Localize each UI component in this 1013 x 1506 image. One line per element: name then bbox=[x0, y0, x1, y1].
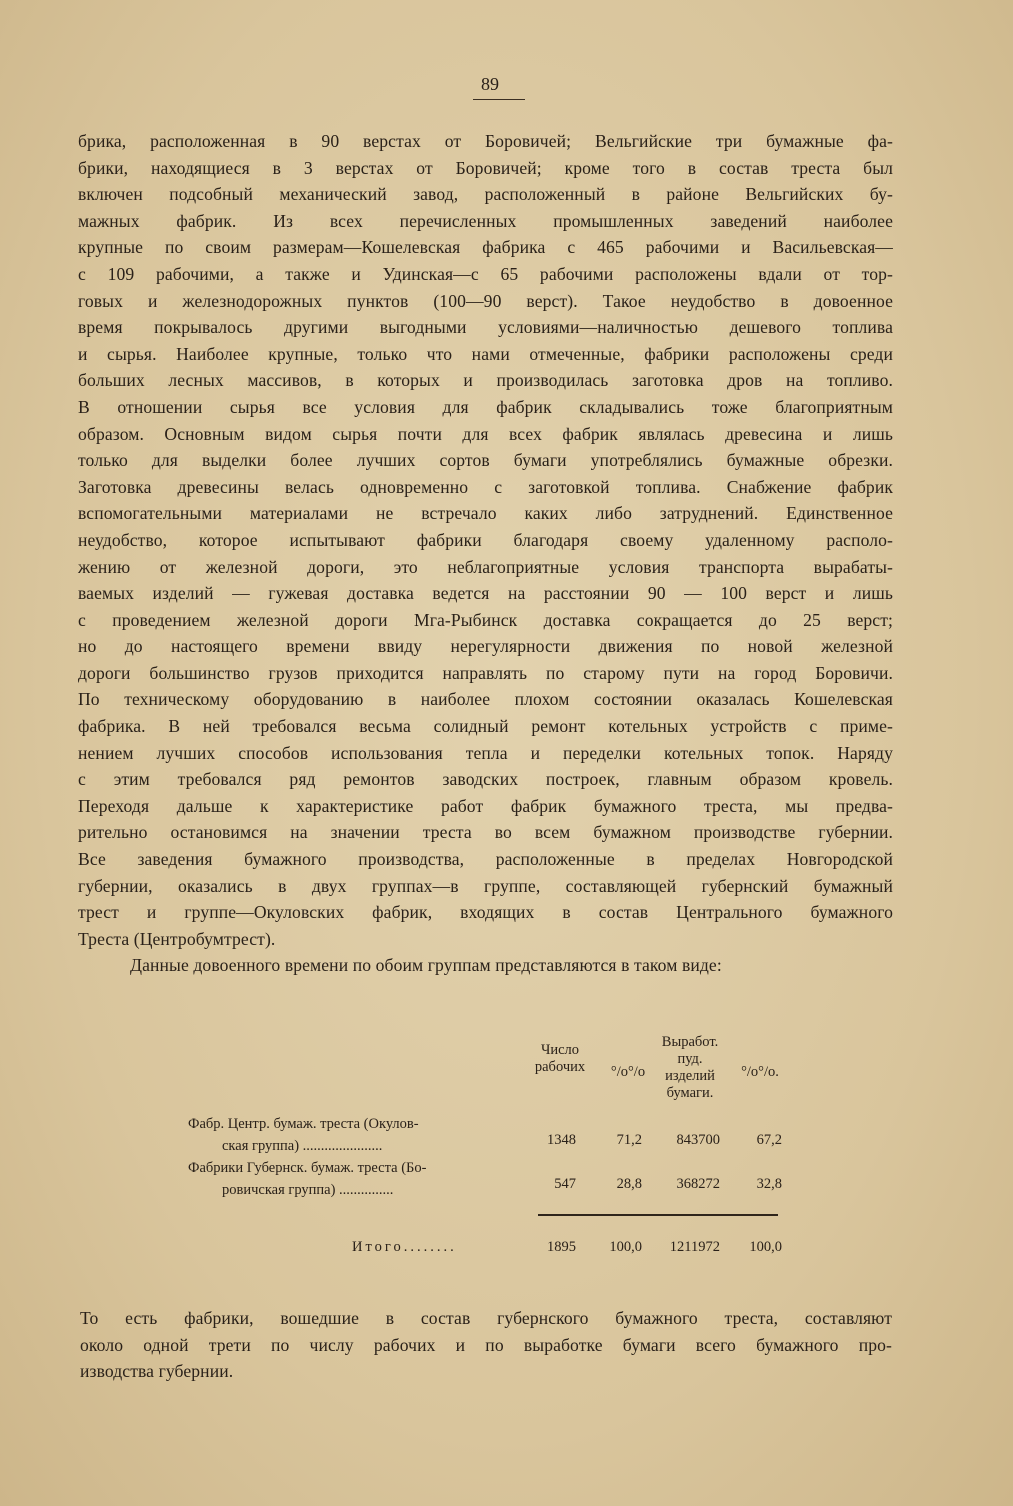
text-line: брики, находящиеся в 3 верстах от Боровичей; кроме того в состав треста был bbox=[78, 157, 893, 178]
text-line: около одной трети по числу рабочих и по выработке бумаги всего бумажного про- bbox=[80, 1334, 892, 1355]
header-output bbox=[650, 1034, 730, 1102]
text-line: только для выделки более лучших сортов бумаги употреблялись бумажные обрезки. bbox=[78, 450, 893, 471]
text-line: В отношении сырья все условия для фабрик складывались тоже благоприятным bbox=[78, 396, 893, 417]
text-line: с проведением железной дороги Мга-Рыбинск доставка сокращается до 25 верст; bbox=[78, 609, 893, 630]
total-percent-workers: 100,0 bbox=[609, 1239, 642, 1255]
text-line: и сырья. Наиболее крупные, только что нами отмеченные, фабрики расположены среди bbox=[78, 343, 893, 364]
text-line: но до настоящего времени ввиду нерегулярности движения по новой железной bbox=[78, 636, 893, 657]
text-line: изводства губернии. bbox=[80, 1361, 234, 1382]
text-line: По техническому оборудованию в наиболее плохом состоянии оказалась Кошелевская bbox=[78, 689, 893, 710]
header-percent-workers: °/о°/о bbox=[610, 1064, 646, 1080]
text-line: время покрывалось другими выгодными условиями—наличностью дешевого топлива bbox=[78, 317, 893, 338]
table-intro-line: Данные довоенного времени по обоим группам представляются в таком виде: bbox=[130, 955, 722, 976]
text-line: рительно остановимся на значении треста во всем бумажном производстве губернии. bbox=[78, 822, 893, 843]
cell-percent-workers: 28,8 bbox=[616, 1176, 642, 1192]
text-line: Треста (Центробумтрест). bbox=[78, 928, 276, 949]
row-label-line: Фабрики Губернск. бумаж. треста (Бо- bbox=[188, 1160, 427, 1176]
main-paragraph bbox=[78, 128, 893, 979]
text-line: ваемых изделий — гужевая доставка ведется на расстоянии 90 — 100 верст и лишь bbox=[78, 583, 893, 604]
text-line: с этим требовался ряд ремонтов заводских построек, главным образом кровель. bbox=[78, 769, 893, 790]
text-line: с 109 рабочими, а также и Удинская—с 65 рабочими расположены вдали от тор- bbox=[78, 263, 893, 284]
page-number-rule bbox=[473, 99, 525, 100]
text-line: фабрика. В ней требовался весьма солидный ремонт котельных устройств с приме- bbox=[78, 716, 893, 737]
text-line: больших лесных массивов, в которых и производилась заготовка дров на топливо. bbox=[78, 370, 893, 391]
header-workers bbox=[525, 1042, 595, 1076]
text-line: Все заведения бумажного производства, расположенные в пределах Новгородской bbox=[78, 849, 893, 870]
text-line: Переходя дальше к характеристике работ фабрик бумажного треста, мы предва- bbox=[78, 795, 893, 816]
header-output-line: бумаги. bbox=[666, 1085, 714, 1101]
text-line: говых и железнодорожных пунктов (100—90 верст). Такое неудобство в довоенное bbox=[78, 290, 893, 311]
header-workers-line: Число bbox=[540, 1042, 580, 1058]
text-line: нением лучших способов использования тепла и переделки котельных топок. Наряду bbox=[78, 742, 893, 763]
text-line: губернии, оказались в двух группах—в группе, составляющей губернский бумажный bbox=[78, 875, 893, 896]
text-line: брика, расположенная в 90 верстах от Боровичей; Вельгийские три бумажные фа- bbox=[78, 131, 893, 151]
page-number: 89 bbox=[481, 74, 499, 94]
row-label-line: ровичская группа) ............... bbox=[222, 1182, 394, 1198]
cell-workers: 1348 bbox=[547, 1132, 576, 1148]
text-line: трест и группе—Окуловских фабрик, входящих в состав Центрального бумажного bbox=[78, 902, 893, 923]
sum-rule bbox=[538, 1214, 778, 1216]
cell-output: 843700 bbox=[676, 1132, 720, 1148]
total-workers: 1895 bbox=[547, 1239, 576, 1255]
total-label: Итого........ bbox=[352, 1239, 457, 1255]
total-percent-output: 100,0 bbox=[749, 1239, 782, 1255]
cell-percent-output: 67,2 bbox=[756, 1132, 782, 1148]
header-workers-line: рабочих bbox=[534, 1059, 586, 1075]
text-line: включен подсобный механический завод, расположенный в районе Вельгийских бу- bbox=[78, 184, 893, 205]
cell-workers: 547 bbox=[554, 1176, 576, 1192]
closing-paragraph bbox=[80, 1305, 892, 1385]
cell-output: 368272 bbox=[676, 1176, 720, 1192]
text-line: жению от железной дороги, это неблагоприятные условия транспорта вырабаты- bbox=[78, 556, 893, 577]
text-line: образом. Основным видом сырья почти для всех фабрик являлась древесина и лишь bbox=[78, 423, 893, 444]
text-line: крупные по своим размерам—Кошелевская фабрика с 465 рабочими и Васильевская— bbox=[78, 237, 893, 258]
text-line: дороги большинство грузов приходится направлять по старому пути на город Боровичи. bbox=[78, 662, 893, 683]
cell-percent-output: 32,8 bbox=[756, 1176, 782, 1192]
header-output-line: пуд. bbox=[677, 1051, 703, 1067]
total-output: 1211972 bbox=[669, 1239, 720, 1255]
text-line: Заготовка древесины велась одновременно с заготовкой топлива. Снабжение фабрик bbox=[78, 476, 893, 497]
text-line: вспомогательными материалами не встречало каких либо затруднений. Единственное bbox=[78, 503, 893, 524]
header-output-line: изделий bbox=[665, 1068, 715, 1084]
text-line: То есть фабрики, вошедшие в состав губернского бумажного треста, составляют bbox=[80, 1308, 892, 1328]
row-label-line: Фабр. Центр. бумаж. треста (Окулов- bbox=[188, 1116, 419, 1132]
header-percent-output: °/о°/о. bbox=[741, 1064, 779, 1080]
text-line: неудобство, которое испытывают фабрики благодаря своему удаленному располо- bbox=[78, 529, 893, 550]
text-line: мажных фабрик. Из всех перечисленных промышленных заведений наиболее bbox=[78, 210, 893, 231]
header-output-line: Выработ. bbox=[661, 1034, 719, 1050]
cell-percent-workers: 71,2 bbox=[616, 1132, 642, 1148]
row-label-line: ская группа) ...................... bbox=[222, 1138, 383, 1154]
